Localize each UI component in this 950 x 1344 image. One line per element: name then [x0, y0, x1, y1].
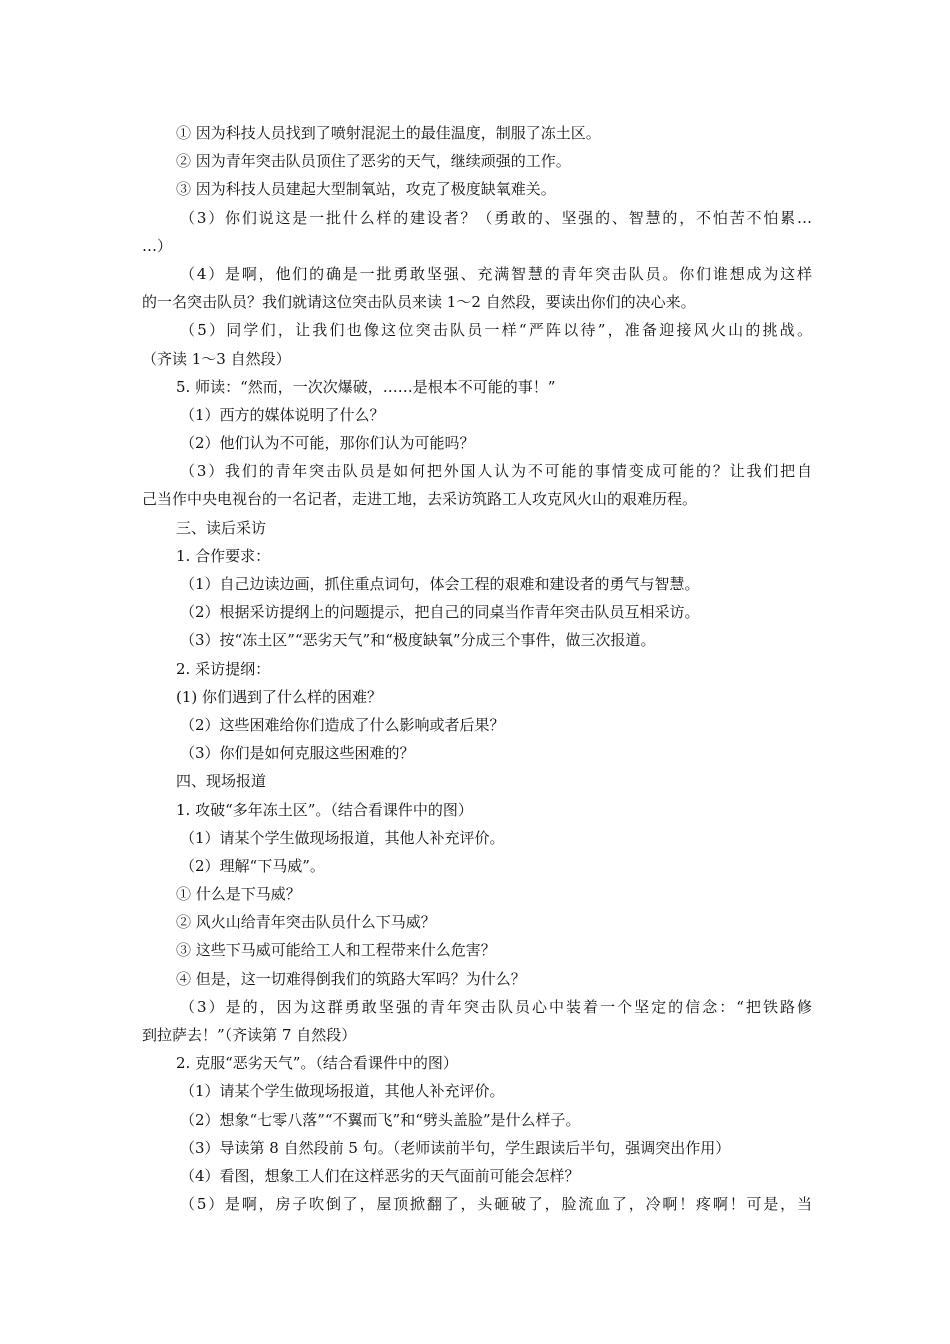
text-line: 1. 攻破“多年冻土区”。（结合看课件中的图） — [176, 800, 473, 819]
text-line: （3）按“冻土区”“恶劣天气”和“极度缺氧”分成三个事件，做三次报道。 — [180, 631, 656, 650]
document-body — [142, 119, 812, 1218]
text-line: ① 什么是下马威？ — [176, 885, 301, 904]
text-line: ④ 但是，这一切难得倒我们的筑路大军吗？为什么？ — [176, 969, 526, 988]
text-line: （2）这些困难给你们造成了什么影响或者后果？ — [180, 715, 505, 734]
text-line: （2）根据采访提纲上的问题提示，把自己的同桌当作青年突击队员互相采访。 — [180, 603, 700, 622]
text-line: （5）同学们，让我们也像这位突击队员一样“严阵以待”，准备迎接风火山的挑战。 — [180, 321, 812, 340]
text-line: （1）自己边读边画，抓住重点词句，体会工程的艰难和建设者的勇气与智慧。 — [180, 575, 700, 593]
text-line: （3）导读第 8 自然段前 5 句。（老师读前半句，学生跟读后半句，强调突出作用） — [180, 1138, 731, 1157]
text-line: （齐读 1～3 自然段） — [142, 349, 291, 368]
text-line: ② 风火山给青年突击队员什么下马威？ — [176, 913, 436, 932]
text-line: …） — [142, 236, 173, 255]
text-line: （3）你们是如何克服这些困难的？ — [180, 744, 415, 763]
text-line: （5）是啊，房子吹倒了，屋顶掀翻了，头砸破了，脸流血了，冷啊！疼啊！可是，当 — [180, 1195, 812, 1214]
text-line: （1）请某个学生做现场报道，其他人补充评价。 — [180, 1082, 505, 1101]
text-line: （3）是的，因为这群勇敢坚强的青年突击队员心中装着一个坚定的信念：“把铁路修 — [180, 997, 812, 1016]
text-line: 5. 师读：“然而，一次次爆破，……是根本不可能的事！” — [176, 377, 556, 396]
text-line: ③ 因为科技人员建起大型制氧站，攻克了极度缺氧难关。 — [176, 180, 556, 199]
text-line: 三、读后采访 — [176, 518, 267, 537]
text-line: 2. 克服“恶劣天气”。（结合看课件中的图） — [176, 1054, 458, 1073]
text-line: （3）我们的青年突击队员是如何把外国人认为不可能的事情变成可能的？让我们把自 — [180, 462, 812, 481]
text-line: （2）理解“下马威”。 — [180, 856, 325, 875]
text-line: （1）请某个学生做现场报道，其他人补充评价。 — [180, 828, 505, 847]
text-line: 四、现场报道 — [176, 772, 267, 791]
text-line: 1. 合作要求： — [176, 546, 271, 565]
text-line: ③ 这些下马威可能给工人和工程带来什么危害？ — [176, 941, 496, 960]
text-line: 的一名突击队员？我们就请这位突击队员来读 1～2 自然段，要读出你们的决心来。 — [142, 293, 696, 312]
text-line: （4）是啊，他们的确是一批勇敢坚强、充满智慧的青年突击队员。你们谁想成为这样 — [180, 264, 812, 283]
text-line: （1）西方的媒体说明了什么？ — [180, 405, 385, 424]
text-line: (1) 你们遇到了什么样的困难？ — [176, 687, 383, 706]
text-line: （3）你们说这是一批什么样的建设者？（勇敢的、坚强的、智慧的，不怕苦不怕累… — [180, 208, 812, 227]
text-line: （2）他们认为不可能，那你们认为可能吗？ — [180, 434, 475, 453]
text-line: ② 因为青年突击队员顶住了恶劣的天气，继续顽强的工作。 — [176, 152, 571, 171]
text-line: （2）想象“七零八落”“不翼而飞”和“劈头盖脸”是什么样子。 — [180, 1110, 581, 1129]
text-line: ① 因为科技人员找到了喷射混泥土的最佳温度，制服了冻土区。 — [176, 124, 601, 142]
text-line: （4）看图，想象工人们在这样恶劣的天气面前可能会怎样？ — [180, 1166, 580, 1185]
text-line: 2. 采访提纲： — [176, 659, 271, 678]
text-line: 到拉萨去！”（齐读第 7 自然段） — [142, 1026, 357, 1044]
text-line: 己当作中央电视台的一名记者，走进工地，去采访筑路工人攻克风火山的艰难历程。 — [142, 490, 698, 509]
